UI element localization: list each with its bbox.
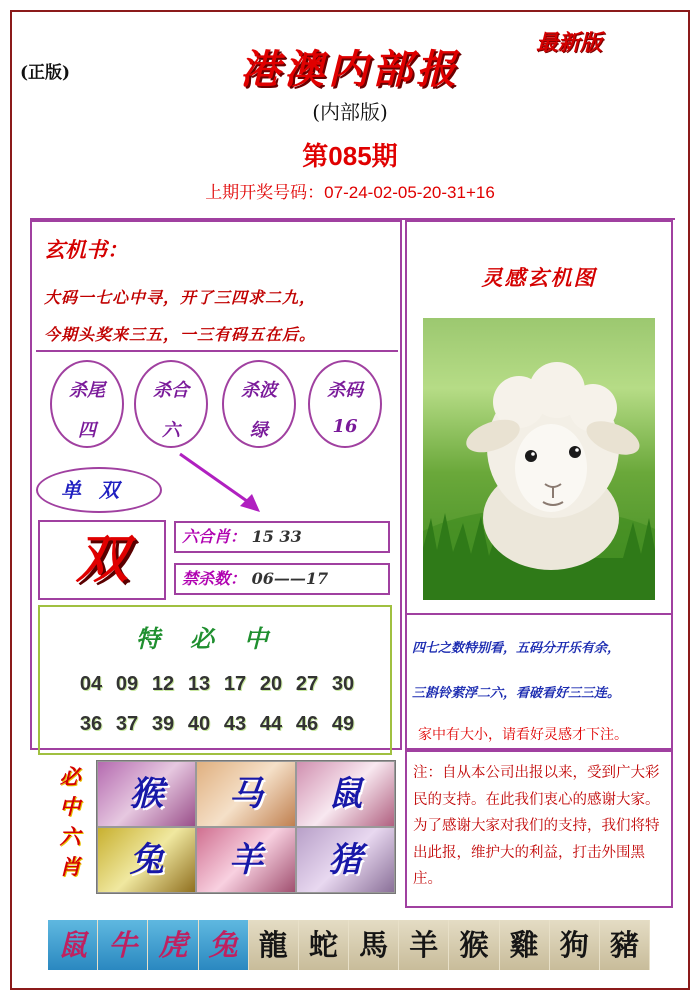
oval-kill-tail-label: 杀尾	[69, 380, 105, 401]
bansha-value: 06——17	[251, 569, 329, 588]
bottom-zodiac-goat: 羊	[399, 920, 449, 970]
special-number: 39	[151, 713, 175, 735]
six-zodiac-char: 必	[59, 764, 81, 789]
special-number: 36	[79, 713, 103, 735]
bottom-zodiac-rat: 鼠	[48, 920, 98, 970]
special-number: 46	[295, 713, 319, 735]
six-zodiac-grid	[96, 760, 396, 894]
bansha-label: 禁杀数：	[182, 569, 247, 588]
right-separator	[405, 613, 673, 615]
oval-kill-wave-label: 杀波	[241, 380, 277, 401]
six-zodiac-char: 六	[59, 824, 81, 849]
liuhe-label: 六合肖：	[182, 527, 247, 546]
zodiac-cell	[296, 761, 395, 827]
inspiration-poem-1: 四七之数特别看，五码分开乐有余，	[412, 641, 621, 656]
special-number: 30	[331, 673, 355, 695]
riddle-heading: 玄机书：	[44, 237, 128, 262]
big-pick-box	[38, 520, 166, 600]
special-number: 43	[223, 713, 247, 735]
zodiac-cell	[296, 827, 395, 893]
special-number: 12	[151, 673, 175, 695]
notice-text: 注：自从本公司出报以来，受到广大彩民的支持。在此我们衷心的感谢大家。为了感谢大家对我们的支持，我们将特出此报，维护大的利益，打击外围黑庄。	[413, 765, 660, 887]
riddle-line-2: 今期头奖来三五，一三有码五在后。	[44, 325, 317, 344]
tag-zheng: (正版)	[20, 63, 71, 83]
special-box	[38, 605, 392, 755]
lamb-illustration	[423, 318, 655, 600]
special-number: 40	[187, 713, 211, 735]
bansha-box	[174, 563, 390, 595]
zodiac-cell	[196, 827, 295, 893]
special-heading: 特必中	[136, 624, 298, 653]
bottom-zodiac-horse: 馬	[349, 920, 399, 970]
arrow-icon	[170, 448, 270, 520]
liuhe-box	[174, 521, 390, 553]
zodiac-rat: 鼠	[328, 774, 363, 814]
zodiac-horse: 马	[228, 774, 263, 814]
special-number: 17	[223, 673, 247, 695]
bottom-zodiac-rabbit: 兔	[199, 920, 249, 970]
issue-number: 第085期	[302, 141, 398, 171]
zodiac-cell	[97, 827, 196, 893]
oval-kill-number	[308, 360, 382, 448]
bottom-zodiac-strip	[48, 920, 650, 970]
riddle-line-1: 大码一七心中寻，开了三四求二九，	[44, 288, 317, 307]
edition-label: (内部版)	[312, 100, 388, 124]
oval-kill-number-label: 杀码	[327, 380, 363, 401]
inspiration-warning: 家中有大小，请看好灵感才下注。	[418, 726, 628, 742]
oval-kill-number-value: 16	[332, 416, 358, 437]
special-number: 13	[187, 673, 211, 695]
bottom-zodiac-dragon: 龍	[249, 920, 299, 970]
oval-kill-tail	[50, 360, 124, 448]
special-number: 44	[259, 713, 283, 735]
bottom-zodiac-ox: 牛	[98, 920, 148, 970]
riddle-separator	[36, 350, 398, 352]
zodiac-pig: 猪	[328, 840, 363, 880]
oval-kill-wave	[222, 360, 296, 448]
special-number: 04	[79, 673, 103, 695]
oval-kill-tail-value: 四	[78, 420, 96, 441]
six-zodiac-heading	[50, 762, 90, 882]
special-number: 20	[259, 673, 283, 695]
special-number: 37	[115, 713, 139, 735]
bottom-zodiac-monkey: 猴	[449, 920, 499, 970]
bottom-zodiac-snake: 蛇	[299, 920, 349, 970]
big-pick-char: 双	[75, 529, 128, 590]
zodiac-monkey: 猴	[129, 774, 164, 814]
oval-kill-wave-value: 绿	[250, 420, 268, 441]
special-number: 09	[115, 673, 139, 695]
zodiac-rabbit: 兔	[129, 840, 164, 880]
tag-newest: 最新版	[536, 30, 603, 56]
bottom-zodiac-pig: 豬	[600, 920, 650, 970]
special-row-1	[40, 673, 394, 696]
paper-title: 港澳内部报	[240, 46, 460, 93]
bottom-zodiac-tiger: 虎	[148, 920, 198, 970]
inspiration-heading: 灵感玄机图	[481, 265, 597, 290]
oval-kill-sum-value: 六	[162, 420, 180, 441]
zodiac-cell	[97, 761, 196, 827]
bottom-zodiac-dog: 狗	[550, 920, 600, 970]
liuhe-value: 15 33	[251, 527, 302, 546]
zodiac-cell	[196, 761, 295, 827]
zodiac-goat: 羊	[228, 840, 263, 880]
special-number: 27	[295, 673, 319, 695]
lamb-photo	[423, 318, 655, 600]
last-draw-numbers: 上期开奖号码：07-24-02-05-20-31+16	[205, 183, 495, 202]
notice-box	[405, 750, 673, 908]
special-number: 49	[331, 713, 355, 735]
bottom-zodiac-rooster: 雞	[500, 920, 550, 970]
inspiration-poem-2: 三斟铃萦浮二六，看破看好三三连。	[412, 686, 621, 701]
oval-kill-sum	[134, 360, 208, 448]
six-zodiac-char: 肖	[59, 854, 81, 879]
oval-kill-sum-label: 杀合	[153, 380, 189, 401]
special-row-2	[40, 713, 394, 736]
single-double-oval: 单双	[36, 467, 162, 513]
six-zodiac-char: 中	[59, 794, 81, 819]
